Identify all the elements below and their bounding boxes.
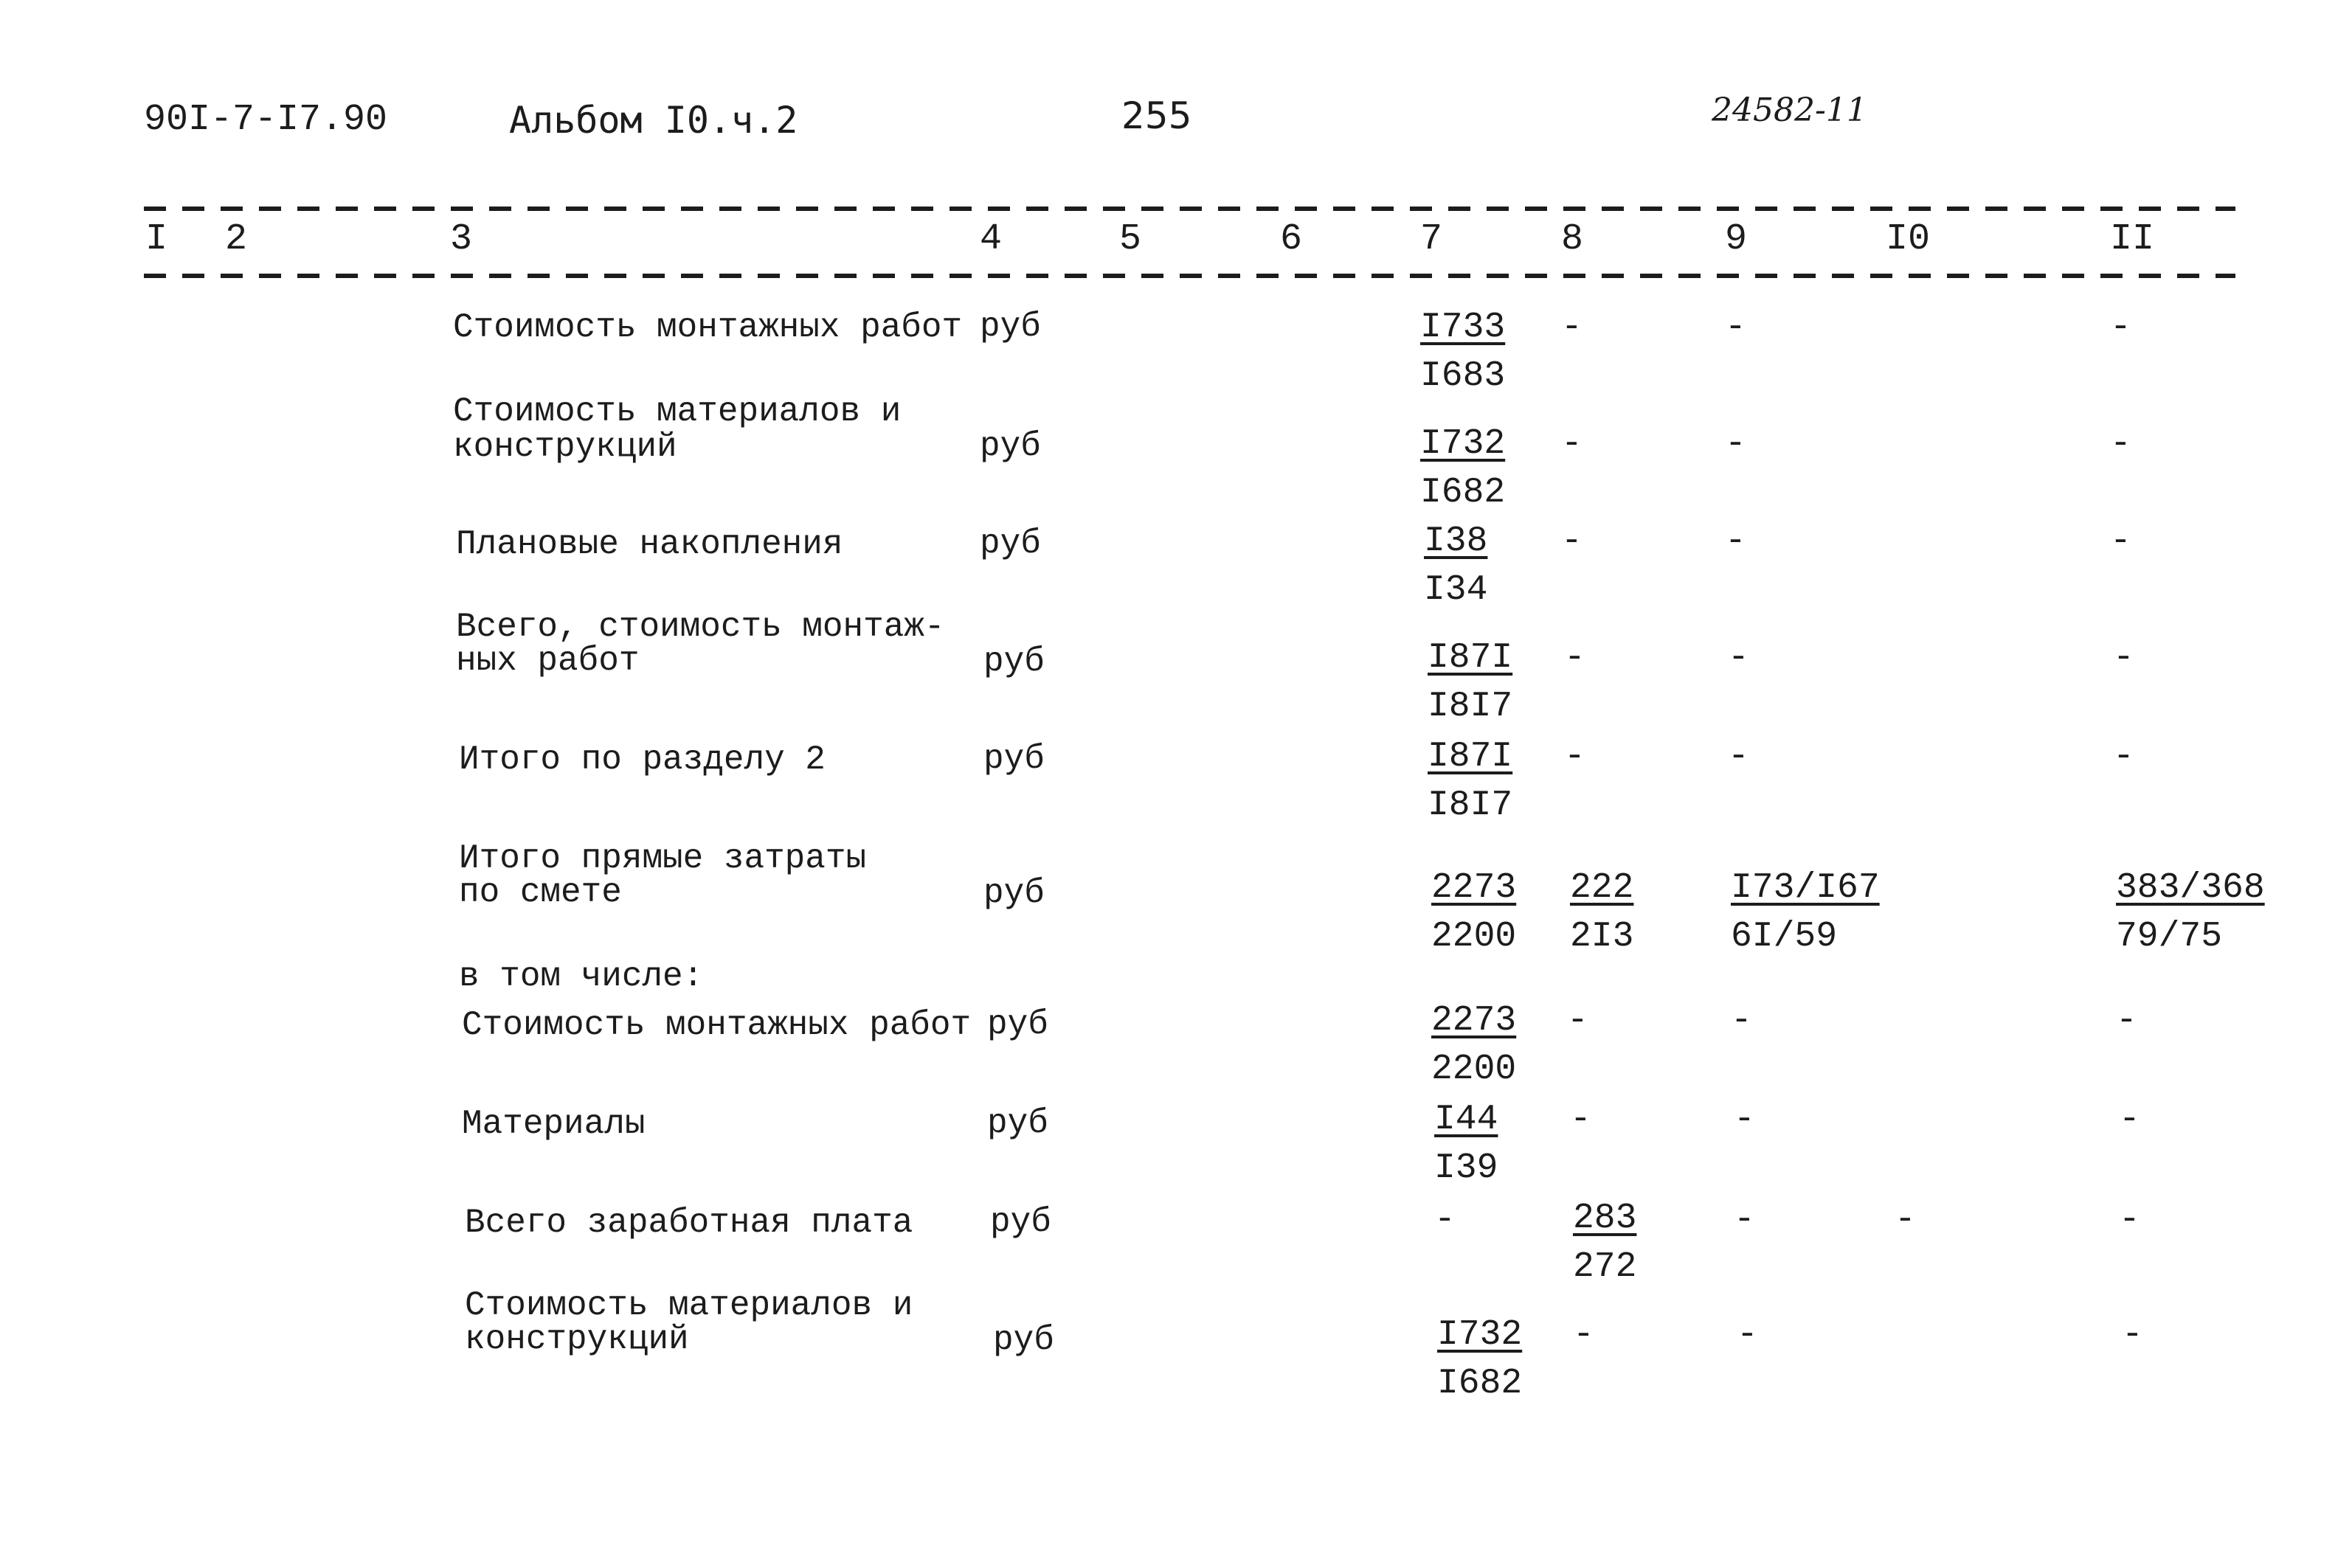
row-label: Всего, стоимость монтаж- — [456, 608, 945, 646]
row-unit: руб — [983, 642, 1045, 681]
column-number: I0 — [1886, 218, 1931, 260]
row-unit: руб — [980, 524, 1041, 563]
col10-value: - — [1895, 1200, 1916, 1240]
row-label: Итого по разделу 2 — [459, 740, 826, 779]
column-number: 2 — [225, 218, 248, 260]
col11-value: - — [2119, 1100, 2140, 1139]
row-label: Итого прямые затраты — [459, 839, 867, 878]
row-unit: руб — [990, 1203, 1051, 1241]
col8-value: - — [1570, 1100, 1591, 1139]
row-label-continued: ных работ — [456, 642, 640, 680]
inventory-number: 24582-11 — [1712, 91, 1867, 129]
row-unit: руб — [993, 1321, 1054, 1359]
col8-previous-value: 2I3 — [1570, 917, 1634, 957]
col7-previous-value: I683 — [1420, 356, 1506, 396]
col8-value: - — [1561, 308, 1583, 347]
row-label: Всего заработная плата — [465, 1204, 913, 1242]
document-code: 90I-7-I7.90 — [144, 99, 388, 141]
col7-current-value: I733 — [1420, 308, 1506, 347]
col8-value: - — [1561, 521, 1583, 561]
column-number: 5 — [1119, 218, 1142, 260]
row-unit: руб — [987, 1005, 1048, 1044]
column-number: 3 — [450, 218, 473, 260]
col9-previous-value: 6I/59 — [1731, 917, 1838, 957]
row-unit: руб — [980, 427, 1041, 465]
col9-value: - — [1728, 737, 1749, 777]
col7-previous-value: 2200 — [1431, 1050, 1517, 1089]
col7-previous-value: I39 — [1434, 1148, 1498, 1188]
col9-value: - — [1728, 638, 1749, 678]
col8-current-value: 283 — [1573, 1198, 1637, 1238]
row-unit: руб — [983, 740, 1045, 778]
col11-value: - — [2110, 308, 2131, 347]
col7-previous-value: I34 — [1424, 570, 1488, 610]
column-number: 4 — [980, 218, 1003, 260]
col9-value: - — [1731, 1001, 1752, 1041]
col7-current-value: 2273 — [1431, 1001, 1517, 1041]
col7-previous-value: I8I7 — [1428, 785, 1513, 825]
col8-value: - — [1564, 737, 1585, 777]
col8-value: - — [1561, 424, 1583, 464]
row-label: Стоимость монтажных работ — [462, 1006, 972, 1044]
column-number: I — [145, 218, 168, 260]
col8-previous-value: 272 — [1573, 1247, 1637, 1287]
col11-value: - — [2113, 737, 2134, 777]
col7-current-value: 2273 — [1431, 868, 1517, 908]
row-label: Стоимость монтажных работ — [453, 308, 963, 347]
col11-previous-value: 79/75 — [2116, 917, 2223, 957]
col9-value: - — [1734, 1100, 1755, 1139]
row-label: Плановые накопления — [456, 525, 843, 563]
col7-previous-value: I8I7 — [1428, 687, 1513, 726]
row-label-continued: по смете — [459, 873, 622, 912]
row-label: Стоимость материалов и — [465, 1286, 913, 1325]
col9-value: - — [1737, 1315, 1758, 1355]
col7-previous-value: 2200 — [1431, 917, 1517, 957]
row-label-continued: конструкций — [453, 428, 677, 466]
column-number: 6 — [1280, 218, 1303, 260]
col7-current-value: I732 — [1420, 424, 1506, 464]
column-number: 7 — [1420, 218, 1443, 260]
col9-value: - — [1734, 1200, 1755, 1240]
col7-current-value: I87I — [1428, 737, 1513, 777]
row-label-continued: конструкций — [465, 1320, 689, 1359]
album-label: Альбом I0.ч.2 — [509, 99, 798, 142]
col9-current-value: I73/I67 — [1731, 868, 1880, 908]
subsection-heading: в том числе: — [459, 957, 704, 996]
row-label: Материалы — [462, 1105, 646, 1143]
col11-value: - — [2116, 1001, 2137, 1041]
page-number: 255 — [1121, 94, 1192, 137]
col11-value: - — [2110, 424, 2131, 464]
col11-current-value: 383/368 — [2116, 868, 2265, 908]
col7-value: - — [1434, 1200, 1456, 1240]
row-unit: руб — [983, 874, 1045, 912]
col7-current-value: I38 — [1424, 521, 1488, 561]
col8-value: - — [1567, 1001, 1588, 1041]
row-unit: руб — [987, 1104, 1048, 1142]
col8-value: - — [1564, 638, 1585, 678]
col11-value: - — [2113, 638, 2134, 678]
column-number: 9 — [1725, 218, 1748, 260]
header-rule-bottom — [144, 274, 2235, 278]
row-label: Стоимость материалов и — [453, 392, 902, 431]
column-number: 8 — [1561, 218, 1584, 260]
col7-previous-value: I682 — [1420, 473, 1506, 513]
col11-value: - — [2110, 521, 2131, 561]
col8-value: - — [1573, 1315, 1594, 1355]
column-number: II — [2110, 218, 2155, 260]
col8-current-value: 222 — [1570, 868, 1634, 908]
col9-value: - — [1725, 521, 1746, 561]
col7-current-value: I44 — [1434, 1100, 1498, 1139]
col7-previous-value: I682 — [1437, 1364, 1523, 1404]
col7-current-value: I87I — [1428, 638, 1513, 678]
col11-value: - — [2119, 1200, 2140, 1240]
header-rule-top — [144, 207, 2235, 211]
col9-value: - — [1725, 308, 1746, 347]
col11-value: - — [2122, 1315, 2143, 1355]
row-unit: руб — [980, 308, 1041, 346]
col7-current-value: I732 — [1437, 1315, 1523, 1355]
col9-value: - — [1725, 424, 1746, 464]
